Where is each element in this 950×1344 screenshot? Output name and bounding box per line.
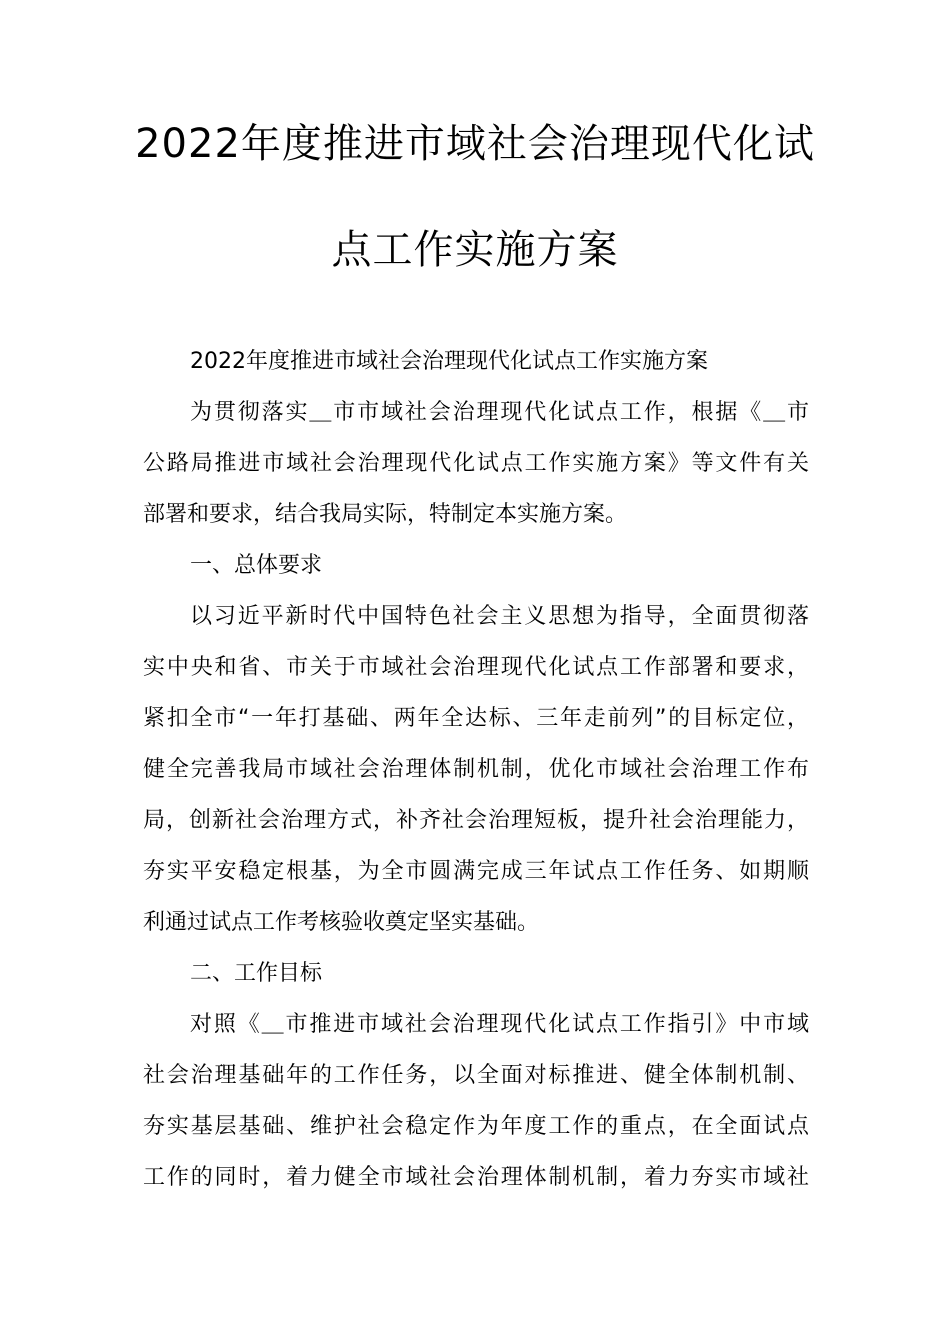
document-body (143, 336, 809, 1203)
document-text-line: 利通过试点工作考核验收奠定坚实基础。 (143, 910, 540, 935)
document-text-line: 工作的同时，着力健全市域社会治理体制机制，着力夯实市域社 (143, 1165, 809, 1190)
document-text-line: 实中央和省、市关于市域社会治理现代化试点工作部署和要求， (143, 655, 809, 680)
document-text-line: 为贯彻落实＿市市域社会治理现代化试点工作，根据《＿市 (190, 400, 809, 425)
document-text-line: 公路局推进市域社会治理现代化试点工作实施方案》等文件有关 (143, 451, 809, 476)
document-text-line: 以习近平新时代中国特色社会主义思想为指导，全面贯彻落 (190, 604, 809, 629)
document-title-line-1: 2022年度推进市域社会治理现代化试 (135, 121, 815, 167)
document-text-line: 2022年度推进市域社会治理现代化试点工作实施方案 (190, 349, 708, 374)
document-text-line: 部署和要求，结合我局实际，特制定本实施方案。 (143, 502, 628, 527)
document-text-line: 夯实基层基础、维护社会稳定作为年度工作的重点，在全面试点 (143, 1114, 809, 1139)
document-text-line: 社会治理基础年的工作任务，以全面对标推进、健全体制机制、 (143, 1063, 809, 1088)
document-text-line: 二、工作目标 (190, 961, 323, 986)
document-text-line: 夯实平安稳定根基，为全市圆满完成三年试点工作任务、如期顺 (143, 859, 809, 884)
document-text-line: 局，创新社会治理方式，补齐社会治理短板，提升社会治理能力， (143, 808, 809, 833)
document-text-line: 对照《＿市推进市域社会治理现代化试点工作指引》中市域 (190, 1012, 809, 1037)
document-text-line: 紧扣全市“一年打基础、两年全达标、三年走前列”的目标定位， (143, 706, 809, 731)
document-text-line: 健全完善我局市域社会治理体制机制，优化市域社会治理工作布 (143, 757, 809, 782)
document-title-line-2: 点工作实施方案 (331, 227, 619, 273)
document-text-line: 一、总体要求 (190, 553, 323, 578)
